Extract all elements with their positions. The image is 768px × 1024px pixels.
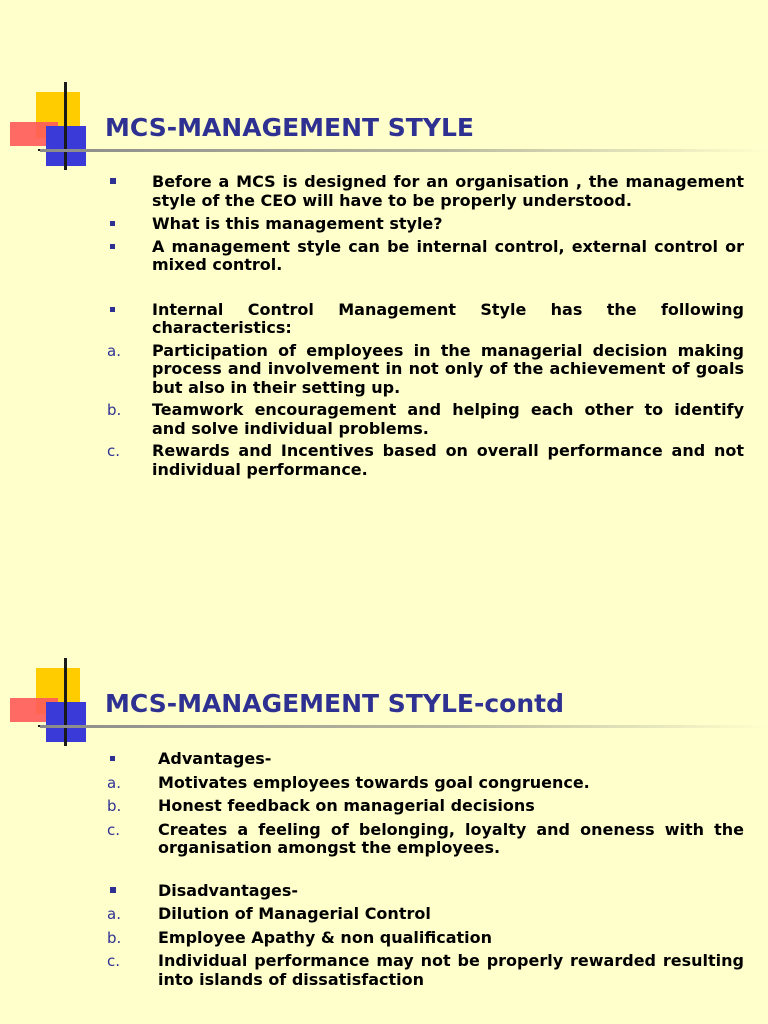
list-item-text: A management style can be internal control, external control or mixed control. [152, 236, 744, 274]
slide-title: MCS-MANAGEMENT STYLE [105, 113, 474, 142]
logo-vertical-line [64, 658, 67, 746]
list-marker: c. [107, 952, 121, 970]
list-item [0, 774, 768, 793]
list-item [0, 952, 768, 989]
list-item [0, 342, 768, 398]
list-item-text: Disadvantages- [158, 880, 299, 900]
slide-1-list [0, 173, 768, 479]
list-item [0, 797, 768, 816]
list-item-text: Rewards and Incentives based on overall performance and not individual performance. [152, 441, 744, 479]
bullet-icon [110, 887, 116, 893]
bullet-icon [110, 307, 115, 312]
list-marker: a. [107, 905, 121, 923]
list-item [0, 821, 768, 858]
list-item-text: Teamwork encouragement and helping each other to identify and solve individual problems. [152, 400, 744, 438]
list-marker: c. [107, 442, 121, 460]
list-item [0, 750, 768, 769]
list-item [0, 929, 768, 948]
slide-title: MCS-MANAGEMENT STYLE-contd [105, 689, 564, 718]
list-item [0, 215, 768, 234]
list-marker: c. [107, 820, 121, 839]
list-item-text: Advantages- [158, 749, 272, 768]
title-underline [40, 725, 768, 728]
list-item-text: Motivates employees towards goal congruence. [158, 772, 590, 792]
logo-vertical-line [64, 82, 67, 170]
list-marker: b. [107, 797, 122, 815]
list-item-text: Before a MCS is designed for an organisation , the management style of the CEO will have to be properly understood. [152, 172, 744, 210]
list-item-text: Dilution of Managerial Control [158, 904, 431, 923]
list-marker: a. [107, 773, 121, 792]
list-item [0, 882, 768, 901]
list-item-text: Employee Apathy & non qualification [158, 927, 493, 947]
list-item [0, 401, 768, 438]
list-item-text: Internal Control Management Style has the following characteristics: [152, 299, 744, 337]
list-item [0, 301, 768, 338]
bullet-icon [110, 244, 115, 249]
list-item [0, 442, 768, 479]
list-item-text: Individual performance may not be properly rewarded resulting into islands of dissatisfaction [158, 951, 744, 989]
slide-2-list [0, 750, 768, 989]
list-item [0, 173, 768, 210]
list-marker: b. [107, 928, 122, 947]
list-item-text: What is this management style? [152, 214, 443, 233]
list-item-text: Participation of employees in the managerial decision making process and involvement in not only of the achievement of goals but also in their setting up. [152, 340, 744, 397]
list-item-text: Creates a feeling of belonging, loyalty and oneness with the organisation amongst the employees. [158, 819, 744, 857]
list-item-text: Honest feedback on managerial decisions [158, 796, 535, 815]
list-item [0, 905, 768, 924]
title-underline [40, 149, 768, 152]
bullet-icon [110, 178, 116, 184]
bullet-icon [110, 756, 115, 761]
list-marker: b. [107, 401, 122, 419]
list-marker: a. [107, 341, 121, 360]
list-item [0, 238, 768, 275]
slide-2 [0, 576, 768, 1024]
bullet-icon [110, 221, 115, 226]
